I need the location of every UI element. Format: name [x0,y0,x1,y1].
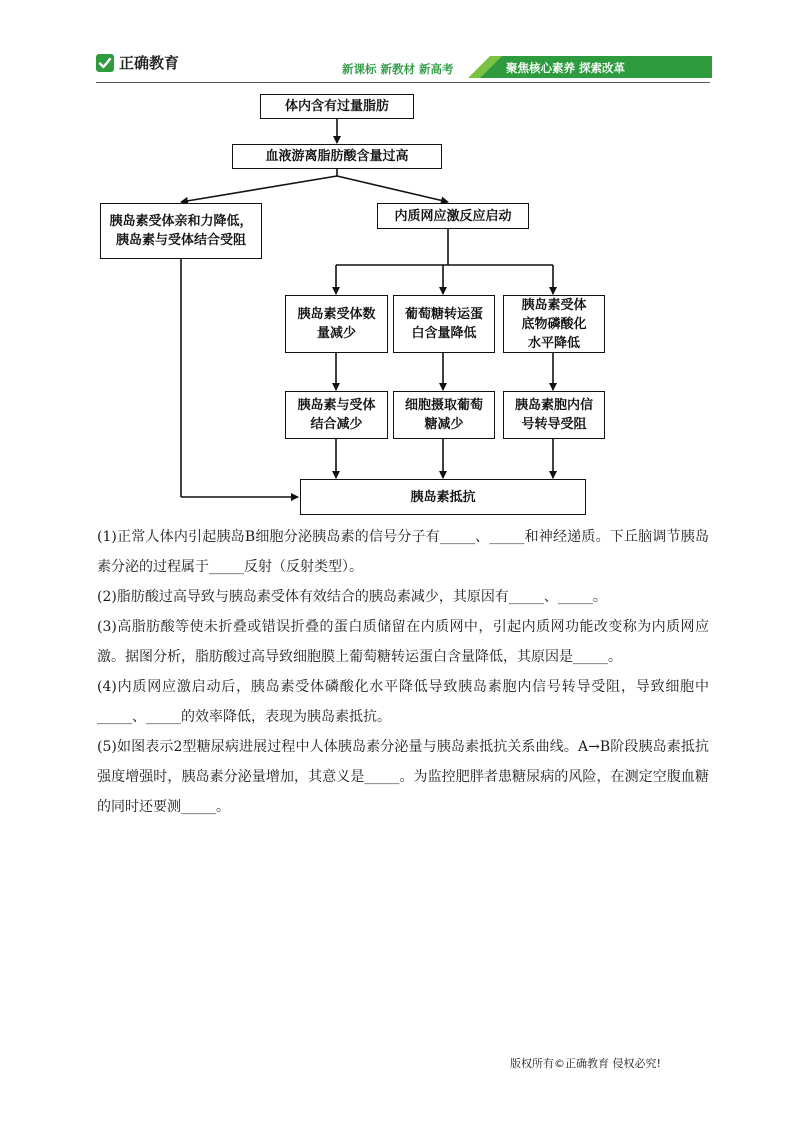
question-list [97,522,709,822]
node-glucose-uptake [393,391,495,439]
slogan-left: 新课标 新教材 新高考 [342,62,454,76]
node-label-line: 胰岛素受体亲和力降低， [109,214,253,229]
node-glucose-transporter [393,295,495,353]
node-label-line: 胰岛素受体数 [297,307,376,322]
brand-name: 正确教育 [119,54,180,72]
node-label-line: 水平降低 [527,335,580,351]
copyright-footer: 版权所有©正确教育 侵权必究! [510,1057,661,1070]
slogan-right: 聚焦核心素养 探索改革 [506,61,626,75]
node-label-line: 胰岛素与受体 [297,398,376,413]
node-high-fatty-acid [232,144,442,169]
node-insulin-resistance [300,479,586,515]
node-substrate-phosphorylation [503,295,605,353]
question-3: (3)高脂肪酸等使未折叠或错误折叠的蛋白质储留在内质网中，引起内质网功能改变称为内质网应激。据图分析，脂肪酸过高导致细胞膜上葡萄糖转运蛋白含量降低，其原因是_____。 [97,619,709,665]
node-label-line: 号转导受阻 [521,417,587,432]
node-label-line: 胰岛素与受体结合受阻 [115,233,246,248]
node-label-line: 结合减少 [310,417,363,432]
question-2: (2)脂肪酸过高导致与胰岛素受体有效结合的胰岛素减少，其原因有_____、_____。 [97,589,607,605]
node-receptor-count [285,295,388,353]
question-5: (5)如图表示2型糖尿病进展过程中人体胰岛素分泌量与胰岛素抵抗关系曲线。A→B阶段胰岛素抵抗强度增强时，胰岛素分泌量增加，其意义是_____。为监控肥胖者患糖尿病的风险，在测定空腹血糖的同时还要测_____。 [97,739,709,815]
node-er-stress [377,203,529,229]
node-binding-decrease [285,391,388,439]
node-label: 血液游离脂肪酸含量过高 [265,149,409,164]
node-receptor-affinity [100,203,262,259]
node-label-line: 白含量降低 [411,326,477,341]
flowchart [0,0,800,520]
node-label-line: 胰岛素受体 [521,297,587,313]
node-label: 体内含有过量脂肪 [284,99,389,114]
node-label-line: 量减少 [316,326,356,341]
node-label-line: 糖减少 [424,417,464,432]
question-1: (1)正常人体内引起胰岛B细胞分泌胰岛素的信号分子有_____、_____和神经递质。下丘脑调节胰岛素分泌的过程属于_____反射（反射类型）。 [97,529,709,575]
node-label: 胰岛素抵抗 [410,489,476,505]
node-label-line: 葡萄糖转运蛋 [404,307,483,322]
node-label-line: 细胞摄取葡萄 [404,398,483,413]
node-label-line: 底物磷酸化 [521,316,587,332]
node-label-line: 胰岛素胞内信 [514,398,593,413]
node-excess-fat [260,94,414,119]
question-4: (4)内质网应激启动后，胰岛素受体磷酸化水平降低导致胰岛素胞内信号转导受阻，导致细胞中_____、_____的效率降低，表现为胰岛素抵抗。 [97,679,709,725]
node-signal-transduction [503,391,605,439]
node-label: 内质网应激反应启动 [394,208,512,224]
flowchart-connectors [0,0,800,520]
